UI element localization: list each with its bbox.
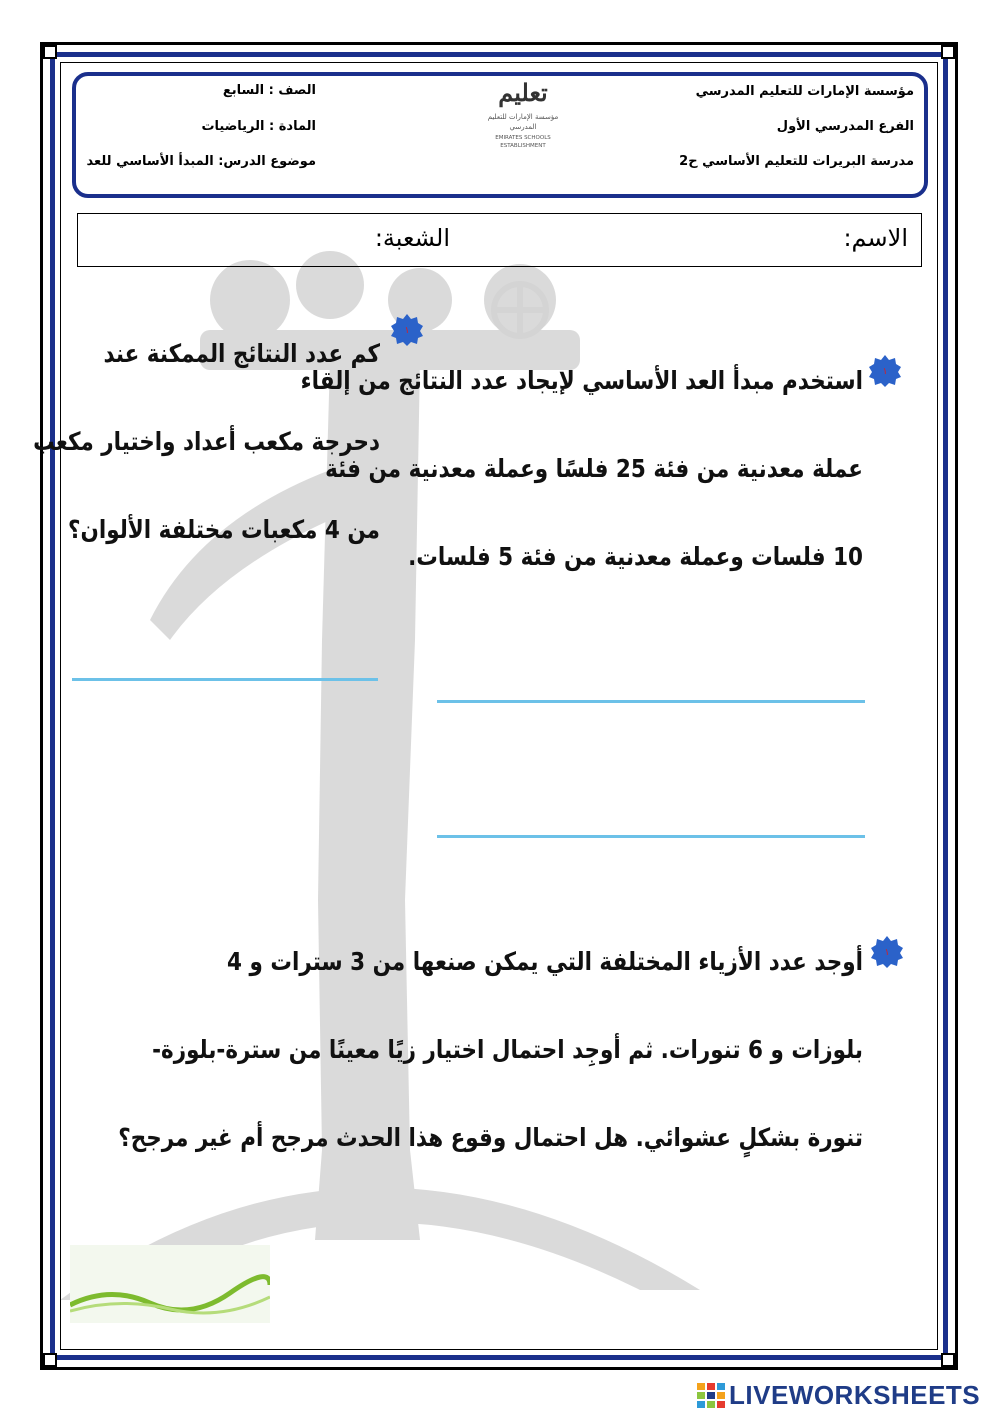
frame-corner-ornament: [941, 45, 955, 59]
frame-corner-ornament: [941, 1353, 955, 1367]
question-3-line: أوجد عدد الأزياء المختلفة التي يمكن صنعها من 3 سترات و 4: [227, 947, 863, 976]
question-2-text: [33, 310, 381, 574]
section-label: الشعبة:: [374, 224, 450, 252]
question-2-badge-icon: [390, 313, 424, 347]
question-2-line: من 4 مكعبات مختلفة الألوان؟: [68, 515, 380, 544]
branch-name: الفرع المدرسي الأول: [776, 119, 914, 134]
question-1-line: 10 فلسات وعملة معدنية من فئة 5 فلسات.: [408, 542, 863, 571]
question-1-badge-icon: [868, 354, 902, 388]
subject-label: المادة : الرياضيات: [201, 119, 316, 134]
frame-corner-ornament: [43, 45, 57, 59]
question-1-answer-line-1[interactable]: [437, 700, 865, 703]
decorative-wave-image: [70, 1245, 270, 1323]
liveworksheets-brand-text: LIVEWORKSHEETS: [729, 1380, 981, 1410]
org-name: مؤسسة الإمارات للتعليم المدرسي: [695, 84, 914, 99]
question-1-answer-line-2[interactable]: [437, 835, 865, 838]
liveworksheets-logo: [697, 1380, 980, 1411]
liveworksheets-grid-icon: [697, 1383, 725, 1409]
school-name: مدرسة البريرات للتعليم الأساسي ح2: [679, 154, 914, 169]
student-info-box: [77, 213, 922, 267]
logo-arabic-subtitle: مؤسسة الإمارات للتعليم المدرسي: [487, 113, 559, 131]
topic-label: موضوع الدرس: المبدأ الأساسي للعد: [86, 154, 316, 169]
question-3-badge-icon: [870, 935, 904, 969]
frame-corner-ornament: [43, 1353, 57, 1367]
question-1-line: عملة معدنية من فئة 25 فلسًا وعملة معدنية من فئة: [325, 454, 863, 483]
grade-label: الصف : السابع: [222, 83, 316, 98]
question-1-line: استخدم مبدأ العد الأساسي لإيجاد عدد النتائج من إلقاء: [300, 366, 863, 395]
question-2-badge-number: ١: [404, 326, 410, 336]
question-3-line: بلوزات و 6 تنورات. ثم أوجِد احتمال اختيار زيًا معينًا من سترة-بلوزة-: [152, 1035, 863, 1064]
question-1-badge-number: ١: [882, 367, 888, 377]
ministry-logo: [478, 76, 568, 176]
question-2-line: كم عدد النتائج الممكنة عند: [103, 339, 380, 368]
logo-main-text: تعليم: [498, 78, 548, 107]
question-3-badge-number: ١: [884, 948, 890, 958]
question-2-line: دحرجة مكعب أعداد واختيار مكعب: [33, 427, 381, 456]
question-2-answer-line[interactable]: [72, 678, 378, 681]
question-1-text: [300, 337, 863, 601]
logo-english-subtitle: EMIRATES SCHOOLS ESTABLISHMENT: [495, 135, 551, 149]
question-3-line: تنورة بشكلٍ عشوائي. هل احتمال وقوع هذا الحدث مرجح أم غير مرجح؟: [118, 1123, 864, 1152]
question-3-text: [118, 918, 864, 1182]
name-label: الاسم:: [843, 224, 908, 252]
